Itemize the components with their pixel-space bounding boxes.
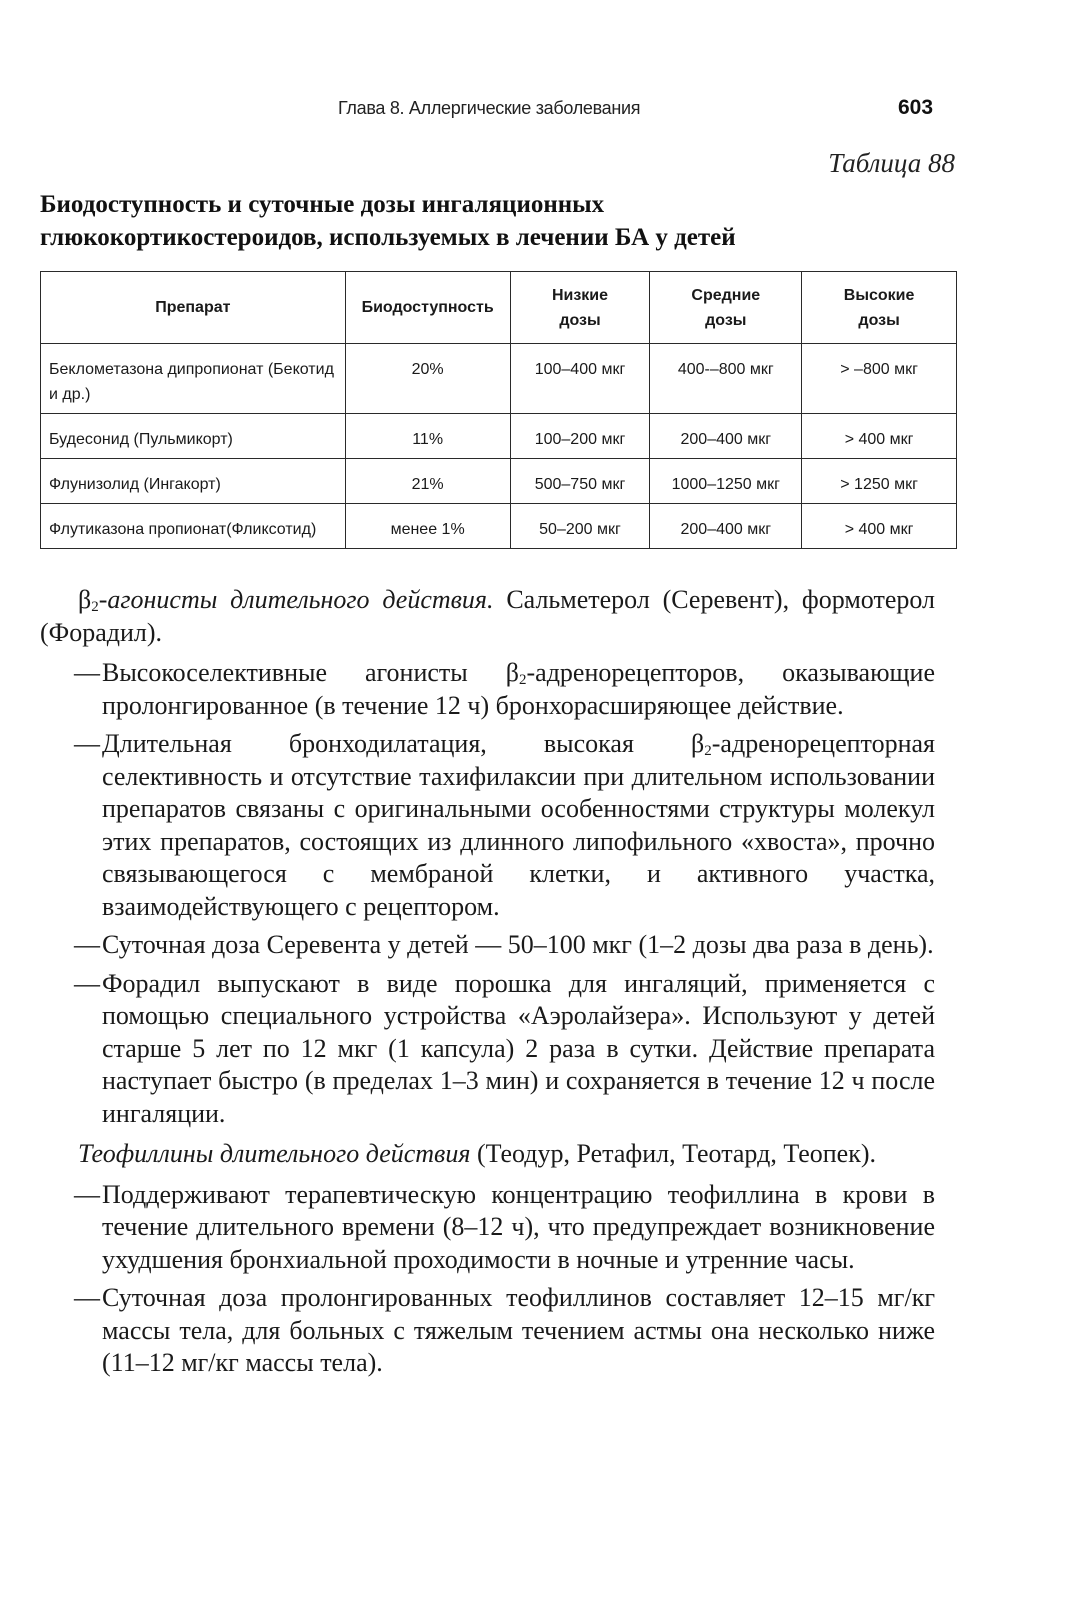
cell-drug: Будесонид (Пульмикорт) (41, 414, 346, 459)
cell-low-dose: 500–750 мкг (510, 459, 650, 504)
cell-bioavailability: 20% (345, 344, 510, 414)
page-number: 603 (898, 96, 934, 119)
table-row (41, 414, 957, 459)
dose-table (40, 271, 957, 549)
cell-medium-dose: 1000–1250 мкг (650, 459, 802, 504)
list-item-text: Форадил выпускают в виде порошка для ингаляций, применяется с помощью специального устройства «Аэролайзера». Используют у детей старше 5 лет по 12 мкг (1 капсула) 2 раза в сутки. Действие препарата наступает быстро (в пределах 1–3 мин) и сохраняется в течение 12 ч после ингаляции. (102, 968, 935, 1128)
list-item (40, 1282, 935, 1380)
col-header-high-line-2: дозы (858, 311, 900, 329)
col-header-high-line-1: Высокие (843, 286, 915, 304)
cell-drug: Флунизолид (Ингакорт) (41, 459, 346, 504)
cell-bioavailability: менее 1% (345, 504, 510, 549)
cell-drug: Беклометазона дипропионат (Бекотид и др.) (41, 344, 346, 414)
subscript-2: 2 (91, 599, 99, 615)
cell-high-dose: > 400 мкг (802, 414, 957, 459)
cell-high-dose: > –800 мкг (802, 344, 957, 414)
cell-medium-dose: 200–400 мкг (650, 504, 802, 549)
table-header-row (41, 272, 957, 344)
list-item-text-a: Высокоселективные агонисты (102, 658, 506, 687)
cell-bioavailability: 21% (345, 459, 510, 504)
cell-low-dose: 50–200 мкг (510, 504, 650, 549)
list-item-text: Суточная доза Серевента у детей — 50–100 мкг (1–2 дозы два раза в день). (102, 930, 934, 959)
col-header-medium-line-1: Средние (691, 286, 761, 304)
list-item (40, 968, 935, 1131)
section-heading-rest: (Теодур, Ретафил, Теотард, Теопек). (470, 1139, 876, 1168)
cell-medium-dose: 400-–800 мкг (650, 344, 802, 414)
cell-high-dose: > 400 мкг (802, 504, 957, 549)
running-title: Глава 8. Аллергические заболевания (338, 98, 641, 118)
dash-marker: — (74, 658, 100, 687)
col-header-drug: Препарат (41, 272, 346, 344)
list-item-text: Поддерживают терапевтическую концентрацию теофиллина в крови в течение длительного времени (8–12 ч), что предупреждает возникновение ухудшения бронхиальной проходимости в ночные и утренние часы. (102, 1179, 935, 1274)
table-label: Таблица 88 (828, 148, 955, 178)
col-header-bioavailability: Биодоступность (345, 272, 510, 344)
dash-marker: — (74, 930, 100, 959)
beta-symbol: β (691, 729, 705, 758)
table-row (41, 504, 957, 549)
table-row (41, 344, 957, 414)
dash-marker: — (74, 1283, 100, 1312)
col-header-medium-dose (650, 272, 802, 344)
col-header-high-dose (802, 272, 957, 344)
list-item (40, 1179, 935, 1277)
section-heading-em: Теофиллины длительного действия (78, 1139, 471, 1168)
section-heading-theophyllines (40, 1138, 935, 1171)
beta-symbol: β (78, 585, 92, 614)
col-header-low-dose (510, 272, 650, 344)
section-heading-rest: Сальметерол (Серевент), формотерол (Форадил). (40, 585, 935, 647)
list-item-text-b: -адренорецепторная селективность и отсутствие тахифилаксии при длительном использовании препаратов связаны с оригинальными особенностями структуры молекул этих препаратов, состоящих из длинного липофильного «хвоста», прочно связывающегося с мембраной клетки, и активного участка, взаимодействующего с рецептором. (102, 729, 935, 921)
list-item (40, 657, 935, 722)
list-item-text-a: Длительная бронходилатация, высокая (102, 729, 692, 758)
col-header-low-line-2: дозы (559, 311, 601, 329)
list-item-text: Суточная доза пролонгированных теофиллинов составляет 12–15 мг/кг массы тела, для больных с тяжелым течением астмы она несколько ниже (11–12 мг/кг массы тела). (102, 1283, 935, 1377)
running-head (0, 98, 1075, 126)
cell-low-dose: 100–200 мкг (510, 414, 650, 459)
col-header-low-line-1: Низкие (551, 286, 609, 304)
subscript-2: 2 (519, 672, 527, 688)
dash-marker: — (74, 1179, 100, 1209)
subscript-2: 2 (704, 743, 712, 759)
beta-symbol: β (505, 658, 519, 687)
cell-low-dose: 100–400 мкг (510, 344, 650, 414)
list-item-text-b: -адренорецепторов, оказывающие пролонгированное (в течение 12 ч) бронхорасширяющее действие. (102, 658, 935, 720)
table-title (40, 188, 940, 254)
list-item (40, 929, 935, 962)
body-text (40, 584, 935, 1386)
section-heading-em: -агонисты длительного действия. (98, 585, 494, 614)
cell-bioavailability: 11% (345, 414, 510, 459)
table-title-line-2: глюкокортикостероидов, используемых в лечении БА у детей (40, 224, 736, 251)
cell-medium-dose: 200–400 мкг (650, 414, 802, 459)
list-item (40, 728, 935, 923)
cell-drug: Флутиказона пропионат(Фликсотид) (41, 504, 346, 549)
table-title-line-1: Биодоступность и суточные дозы ингаляционных (40, 191, 605, 218)
table-row (41, 459, 957, 504)
dash-marker: — (74, 968, 100, 998)
dash-marker: — (74, 729, 100, 758)
cell-high-dose: > 1250 мкг (802, 459, 957, 504)
section-heading-beta-agonists (40, 584, 935, 649)
col-header-medium-line-2: дозы (705, 311, 747, 329)
